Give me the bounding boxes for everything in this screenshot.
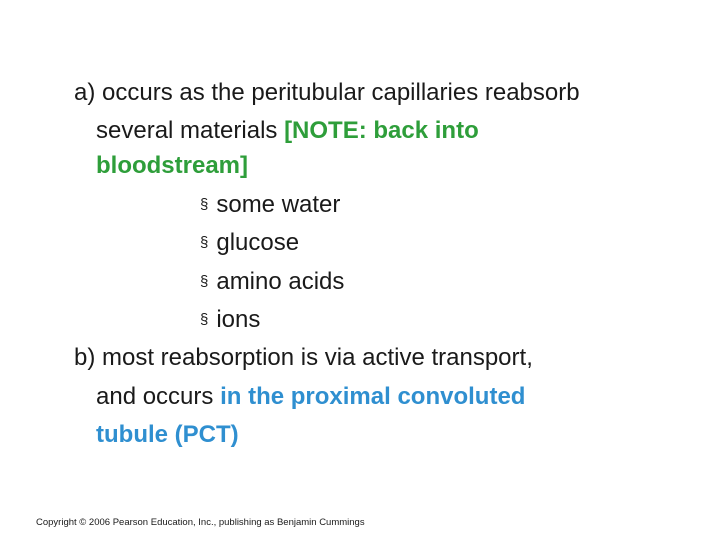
bullet-item-water xyxy=(200,188,340,222)
bullet-text: some water xyxy=(216,191,341,218)
copyright-footer: Copyright © 2006 Pearson Education, Inc., publishing as Benjamin Cummings xyxy=(36,517,365,528)
item-b-line-2 xyxy=(96,380,525,414)
bullet-text: ions xyxy=(216,306,261,333)
item-a-note: [NOTE: back into xyxy=(284,117,479,144)
square-bullet-icon: § xyxy=(200,234,209,251)
square-bullet-icon: § xyxy=(200,311,209,328)
item-a-plain-text: several materials xyxy=(96,117,285,144)
item-b-plain-text: and occurs xyxy=(96,383,221,410)
bullet-text: amino acids xyxy=(216,268,345,295)
bullet-item-ions xyxy=(200,303,260,337)
bullet-item-glucose xyxy=(200,226,299,260)
item-b-line-1: b) most reabsorption is via active transport, xyxy=(74,344,533,371)
item-b-highlight-continued: tubule (PCT) xyxy=(96,421,239,448)
bullet-item-amino-acids xyxy=(200,265,344,299)
item-a-line-2 xyxy=(96,114,479,148)
square-bullet-icon: § xyxy=(200,273,209,290)
item-a-note-continued: bloodstream] xyxy=(96,152,249,179)
bullet-text: glucose xyxy=(216,229,300,256)
item-a-line-1: a) occurs as the peritubular capillaries reabsorb xyxy=(74,79,580,106)
item-b-highlight: in the proximal convoluted xyxy=(220,383,526,410)
square-bullet-icon: § xyxy=(200,196,209,213)
